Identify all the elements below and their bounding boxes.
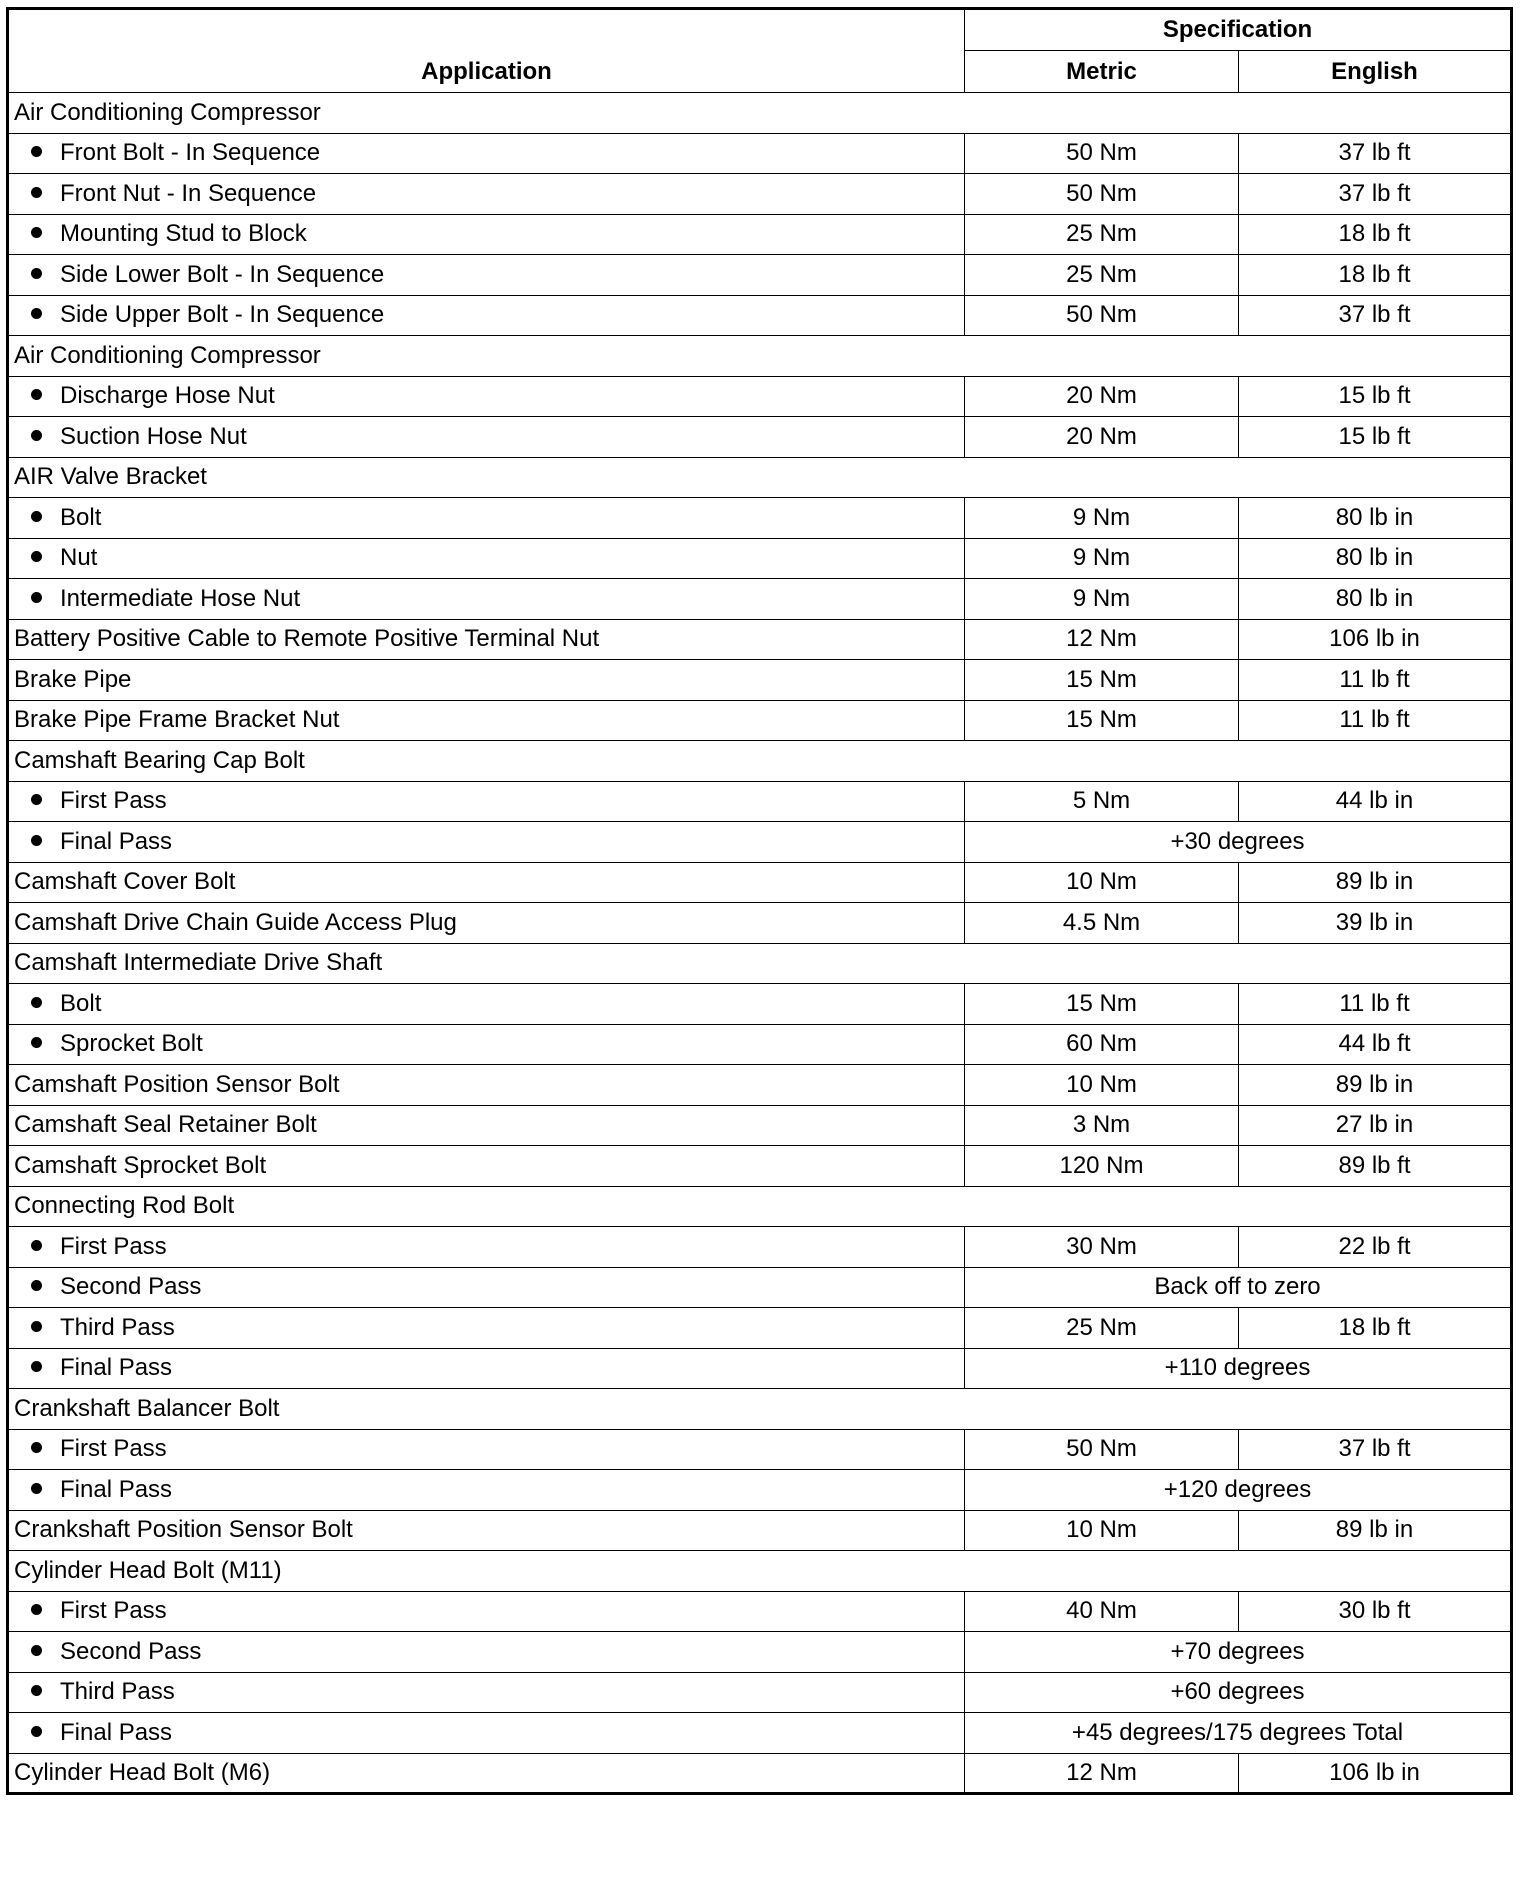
table-row (8, 903, 1512, 944)
spec-value-cell: +70 degrees (965, 1632, 1512, 1673)
spec-value-cell: +120 degrees (965, 1470, 1512, 1511)
application-label: First Pass (60, 1597, 167, 1625)
metric-cell: 50 Nm (965, 174, 1239, 215)
application-cell (8, 781, 965, 822)
application-label: Crankshaft Position Sensor Bolt (14, 1516, 353, 1544)
metric-cell: 15 Nm (965, 700, 1239, 741)
english-cell: 18 lb ft (1239, 1308, 1512, 1349)
metric-cell: 50 Nm (965, 1429, 1239, 1470)
application-label: Mounting Stud to Block (60, 220, 307, 248)
application-cell (8, 1672, 965, 1713)
bullet-icon (31, 227, 42, 238)
application-cell (8, 336, 1512, 377)
table-row (8, 1348, 1512, 1389)
metric-cell: 15 Nm (965, 984, 1239, 1025)
english-cell: 80 lb in (1239, 538, 1512, 579)
application-cell (8, 660, 965, 701)
application-cell (8, 1267, 965, 1308)
application-label: Final Pass (60, 1475, 173, 1503)
application-cell (8, 93, 1512, 134)
application-cell (8, 498, 965, 539)
table-row (8, 1308, 1512, 1349)
table-row (8, 619, 1512, 660)
english-cell: 89 lb in (1239, 862, 1512, 903)
english-cell: 37 lb ft (1239, 295, 1512, 336)
application-label: Third Pass (60, 1678, 175, 1706)
metric-cell: 5 Nm (965, 781, 1239, 822)
table-row (8, 295, 1512, 336)
metric-cell: 12 Nm (965, 619, 1239, 660)
english-cell: 15 lb ft (1239, 376, 1512, 417)
bullet-icon (31, 430, 42, 441)
application-label: AIR Valve Bracket (14, 463, 207, 491)
application-label: Final Pass (60, 1354, 173, 1382)
application-header: Application (8, 9, 965, 93)
english-cell: 18 lb ft (1239, 255, 1512, 296)
application-label: Connecting Rod Bolt (14, 1192, 235, 1220)
table-row (8, 1753, 1512, 1794)
metric-cell: 25 Nm (965, 1308, 1239, 1349)
spec-value-cell: +45 degrees/175 degrees Total (965, 1713, 1512, 1754)
english-cell: 89 lb in (1239, 1065, 1512, 1106)
application-label: Side Upper Bolt - In Sequence (60, 301, 385, 329)
application-label: Camshaft Bearing Cap Bolt (14, 746, 305, 774)
application-cell (8, 943, 1512, 984)
application-label: Suction Hose Nut (60, 422, 247, 450)
metric-header: Metric (965, 51, 1239, 93)
table-row (8, 822, 1512, 863)
english-cell: 44 lb ft (1239, 1024, 1512, 1065)
english-cell: 11 lb ft (1239, 700, 1512, 741)
table-row (8, 781, 1512, 822)
table-row (8, 1065, 1512, 1106)
table-row (8, 1713, 1512, 1754)
english-cell: 39 lb in (1239, 903, 1512, 944)
metric-cell: 4.5 Nm (965, 903, 1239, 944)
table-row (8, 1024, 1512, 1065)
application-cell (8, 1632, 965, 1673)
bullet-icon (31, 1645, 42, 1656)
application-label: Bolt (60, 503, 102, 531)
application-label: Intermediate Hose Nut (60, 584, 301, 612)
english-cell: 30 lb ft (1239, 1591, 1512, 1632)
english-cell: 37 lb ft (1239, 1429, 1512, 1470)
metric-cell: 10 Nm (965, 1065, 1239, 1106)
metric-cell: 40 Nm (965, 1591, 1239, 1632)
application-cell (8, 1065, 965, 1106)
application-label: Air Conditioning Compressor (14, 98, 321, 126)
bullet-icon (31, 1240, 42, 1251)
metric-cell: 12 Nm (965, 1753, 1239, 1794)
bullet-icon (31, 551, 42, 562)
application-label: Bolt (60, 989, 102, 1017)
table-row (8, 1470, 1512, 1511)
spec-table-body (8, 93, 1512, 1794)
table-group-row (8, 943, 1512, 984)
metric-cell: 15 Nm (965, 660, 1239, 701)
bullet-icon (31, 1361, 42, 1372)
table-row (8, 579, 1512, 620)
application-label: Front Nut - In Sequence (60, 179, 317, 207)
english-cell: 37 lb ft (1239, 174, 1512, 215)
table-group-row (8, 336, 1512, 377)
application-cell (8, 903, 965, 944)
metric-cell: 3 Nm (965, 1105, 1239, 1146)
table-group-row (8, 457, 1512, 498)
application-label: First Pass (60, 1232, 167, 1260)
application-cell (8, 1146, 965, 1187)
metric-cell: 25 Nm (965, 214, 1239, 255)
application-label: Camshaft Seal Retainer Bolt (14, 1111, 317, 1139)
application-label: Third Pass (60, 1313, 175, 1341)
metric-cell: 50 Nm (965, 133, 1239, 174)
application-cell (8, 1308, 965, 1349)
table-group-row (8, 741, 1512, 782)
application-cell (8, 700, 965, 741)
table-row (8, 376, 1512, 417)
application-label: Front Bolt - In Sequence (60, 139, 321, 167)
application-label: First Pass (60, 1435, 167, 1463)
spec-value-cell: +30 degrees (965, 822, 1512, 863)
application-cell (8, 1713, 965, 1754)
table-row (8, 1267, 1512, 1308)
application-cell (8, 133, 965, 174)
english-cell: 37 lb ft (1239, 133, 1512, 174)
application-label: Final Pass (60, 827, 173, 855)
application-cell (8, 1348, 965, 1389)
application-cell (8, 214, 965, 255)
spec-value-cell: +110 degrees (965, 1348, 1512, 1389)
table-row (8, 214, 1512, 255)
metric-cell: 120 Nm (965, 1146, 1239, 1187)
table-row (8, 984, 1512, 1025)
specification-header: Specification (965, 9, 1512, 51)
english-cell: 11 lb ft (1239, 984, 1512, 1025)
application-cell (8, 1429, 965, 1470)
application-cell (8, 1470, 965, 1511)
english-cell: 89 lb in (1239, 1510, 1512, 1551)
bullet-icon (31, 1726, 42, 1737)
metric-cell: 9 Nm (965, 579, 1239, 620)
metric-cell: 20 Nm (965, 417, 1239, 458)
application-label: Brake Pipe Frame Bracket Nut (14, 706, 340, 734)
application-cell (8, 174, 965, 215)
english-cell: 11 lb ft (1239, 660, 1512, 701)
metric-cell: 30 Nm (965, 1227, 1239, 1268)
bullet-icon (31, 1442, 42, 1453)
application-label: Camshaft Position Sensor Bolt (14, 1070, 340, 1098)
application-label: Nut (60, 544, 98, 572)
table-row (8, 1227, 1512, 1268)
metric-cell: 10 Nm (965, 1510, 1239, 1551)
application-cell (8, 1105, 965, 1146)
application-cell (8, 741, 1512, 782)
table-group-row (8, 1551, 1512, 1592)
bullet-icon (31, 1321, 42, 1332)
application-cell (8, 822, 965, 863)
application-label: Final Pass (60, 1718, 173, 1746)
application-label: Brake Pipe (14, 665, 132, 693)
application-cell (8, 295, 965, 336)
metric-cell: 9 Nm (965, 538, 1239, 579)
application-cell (8, 457, 1512, 498)
english-cell: 106 lb in (1239, 619, 1512, 660)
bullet-icon (31, 1037, 42, 1048)
application-label: Cylinder Head Bolt (M6) (14, 1758, 271, 1786)
english-cell: 80 lb in (1239, 579, 1512, 620)
application-label: Sprocket Bolt (60, 1030, 203, 1058)
bullet-icon (31, 308, 42, 319)
application-cell (8, 1186, 1512, 1227)
application-cell (8, 862, 965, 903)
application-label: Second Pass (60, 1273, 202, 1301)
table-row (8, 1429, 1512, 1470)
application-cell (8, 1389, 1512, 1430)
application-cell (8, 1227, 965, 1268)
application-label: Air Conditioning Compressor (14, 341, 321, 369)
application-label: Camshaft Intermediate Drive Shaft (14, 949, 383, 977)
bullet-icon (31, 1685, 42, 1696)
table-row (8, 1672, 1512, 1713)
application-cell (8, 1591, 965, 1632)
english-cell: 80 lb in (1239, 498, 1512, 539)
bullet-icon (31, 187, 42, 198)
spec-value-cell: Back off to zero (965, 1267, 1512, 1308)
table-row (8, 700, 1512, 741)
application-cell (8, 984, 965, 1025)
bullet-icon (31, 794, 42, 805)
table-row (8, 133, 1512, 174)
spec-value-cell: +60 degrees (965, 1672, 1512, 1713)
english-cell: 15 lb ft (1239, 417, 1512, 458)
table-row (8, 1632, 1512, 1673)
application-label: Cylinder Head Bolt (M11) (14, 1556, 282, 1584)
application-cell (8, 417, 965, 458)
table-row (8, 417, 1512, 458)
bullet-icon (31, 592, 42, 603)
table-row (8, 255, 1512, 296)
table-row (8, 498, 1512, 539)
table-group-row (8, 1186, 1512, 1227)
application-cell (8, 1551, 1512, 1592)
bullet-icon (31, 1280, 42, 1291)
application-label: Discharge Hose Nut (60, 382, 275, 410)
table-row (8, 1510, 1512, 1551)
application-label: Side Lower Bolt - In Sequence (60, 260, 385, 288)
table-row (8, 1146, 1512, 1187)
bullet-icon (31, 1604, 42, 1615)
application-cell (8, 538, 965, 579)
torque-spec-table (6, 7, 1513, 1795)
application-cell (8, 1024, 965, 1065)
bullet-icon (31, 1483, 42, 1494)
english-cell: 106 lb in (1239, 1753, 1512, 1794)
english-cell: 27 lb in (1239, 1105, 1512, 1146)
application-label: Camshaft Drive Chain Guide Access Plug (14, 908, 457, 936)
table-group-row (8, 1389, 1512, 1430)
bullet-icon (31, 511, 42, 522)
english-cell: 44 lb in (1239, 781, 1512, 822)
bullet-icon (31, 146, 42, 157)
application-label: Camshaft Cover Bolt (14, 868, 236, 896)
table-row (8, 1591, 1512, 1632)
application-label: Battery Positive Cable to Remote Positive Terminal Nut (14, 625, 600, 653)
application-label: First Pass (60, 787, 167, 815)
application-label: Camshaft Sprocket Bolt (14, 1151, 267, 1179)
application-cell (8, 255, 965, 296)
application-cell (8, 619, 965, 660)
application-cell (8, 376, 965, 417)
english-cell: 18 lb ft (1239, 214, 1512, 255)
metric-cell: 10 Nm (965, 862, 1239, 903)
application-label: Second Pass (60, 1637, 202, 1665)
table-group-row (8, 93, 1512, 134)
metric-cell: 20 Nm (965, 376, 1239, 417)
table-row (8, 862, 1512, 903)
english-cell: 89 lb ft (1239, 1146, 1512, 1187)
table-row (8, 174, 1512, 215)
bullet-icon (31, 268, 42, 279)
application-cell (8, 1753, 965, 1794)
application-cell (8, 1510, 965, 1551)
table-row (8, 660, 1512, 701)
table-row (8, 1105, 1512, 1146)
application-cell (8, 579, 965, 620)
application-label: Crankshaft Balancer Bolt (14, 1394, 280, 1422)
table-row (8, 538, 1512, 579)
metric-cell: 50 Nm (965, 295, 1239, 336)
bullet-icon (31, 997, 42, 1008)
english-cell: 22 lb ft (1239, 1227, 1512, 1268)
metric-cell: 9 Nm (965, 498, 1239, 539)
english-header: English (1239, 51, 1512, 93)
bullet-icon (31, 389, 42, 400)
metric-cell: 60 Nm (965, 1024, 1239, 1065)
metric-cell: 25 Nm (965, 255, 1239, 296)
bullet-icon (31, 835, 42, 846)
